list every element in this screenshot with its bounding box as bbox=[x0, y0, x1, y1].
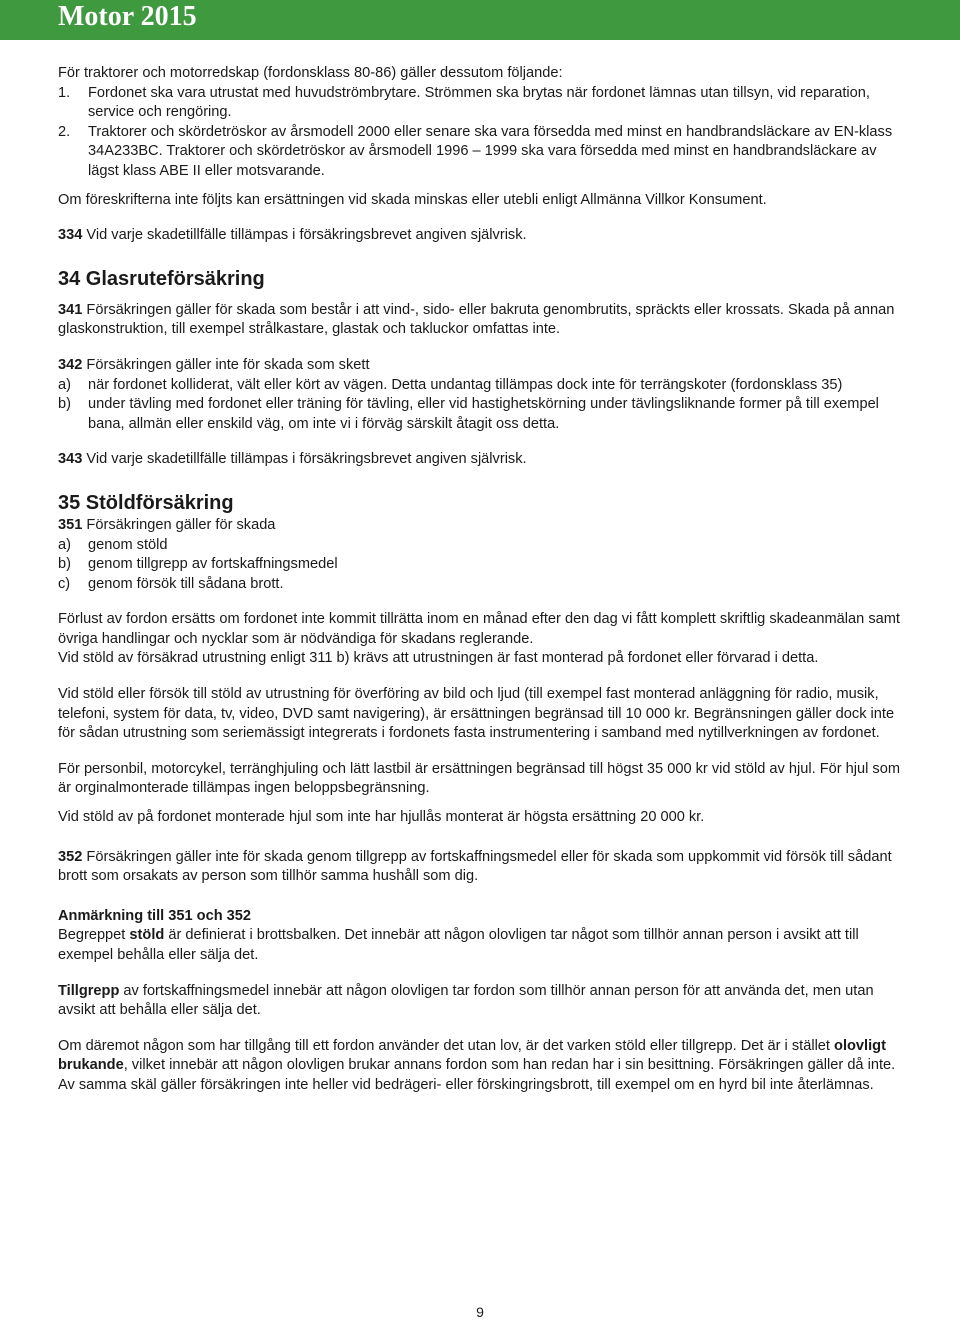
note-text: av fortskaffningsmedel innebär att någon olovligen tar fordon som tillhör annan person för att använda det, men utan avsikt att behålla eller sälja det. bbox=[58, 982, 874, 1019]
clause-342 bbox=[58, 356, 900, 376]
list-text: genom tillgrepp av fortskaffningsmedel bbox=[88, 556, 338, 573]
list-marker: 1. bbox=[58, 84, 71, 101]
clause-text: Försäkringen gäller inte för skada genom tillgrepp av fortskaffningsmedel eller för skada som uppkommit vid försök till sådant brott som orsakats av person som tillhör samma hushåll som dig. bbox=[58, 848, 892, 885]
clause-number: 343 bbox=[58, 451, 83, 468]
intro-paragraph: Om föreskrifterna inte följts kan ersättningen vid skada minskas eller utebli enligt Allmänna Villkor Konsument. bbox=[58, 191, 767, 208]
clause-number: 334 bbox=[58, 227, 83, 244]
note-heading: Anmärkning till 351 och 352 bbox=[58, 907, 252, 924]
note-paragraph-olovligt bbox=[58, 1037, 900, 1096]
clause-text: Försäkringen gäller inte för skada som skett bbox=[86, 356, 370, 373]
page-content bbox=[58, 64, 900, 1096]
list-marker: b) bbox=[58, 396, 71, 413]
section-heading-34: 34 Glasruteförsäkring bbox=[58, 267, 265, 290]
paragraph-wheels: För personbil, motorcykel, terränghjuling och lätt lastbil är ersättningen begränsad till högst 35 000 kr vid stöld av hjul. För hjul som är orginalmonterade tillämpas ingen beloppsbegränsning. bbox=[58, 760, 900, 797]
note-text: , vilket innebär att någon olovligen brukar annans fordon som han redan har i sin besittning. Försäkringen gäller då inte. Av samma skäl gäller försäkringen inte heller vid bedrägeri- eller förskingringsbrott, till exempel om en hyrd bil inte återlämnas. bbox=[58, 1057, 896, 1093]
list-marker: a) bbox=[58, 536, 71, 553]
section-heading-35: 35 Stöldförsäkring bbox=[58, 491, 234, 514]
term-tillgrepp: Tillgrepp bbox=[58, 982, 120, 999]
clause-351-a bbox=[58, 536, 900, 556]
paragraph-audio-video: Vid stöld eller försök till stöld av utrustning för överföring av bild och ljud (till exempel fast monterad anläggning för radio, musik, telefoni, system för data, tv, video, DVD samt navigering), är ersättningen begränsad till 10 000 kr. Begränsningen gäller dock inte för sådan utrustning som seriemässigt integrerats i fordonets fasta instrumentering i samband med nytillverkningen av fordonet. bbox=[58, 686, 895, 742]
clause-341 bbox=[58, 301, 900, 340]
clause-343 bbox=[58, 450, 900, 470]
clause-342-a bbox=[58, 376, 900, 396]
document-title: Motor 2015 bbox=[58, 1, 197, 32]
intro-item-2 bbox=[58, 123, 900, 182]
clause-334 bbox=[58, 226, 900, 246]
list-text: under tävling med fordonet eller träning för tävling, eller vid hastighetskörning under tävlingsliknande former på till exempel bana, allmän eller enskild väg, om inte vi i förväg särskilt åtagit oss detta. bbox=[88, 396, 879, 432]
clause-351 bbox=[58, 516, 900, 536]
clause-351-b bbox=[58, 555, 900, 575]
note-paragraph-theft bbox=[58, 926, 900, 965]
clause-number: 341 bbox=[58, 301, 83, 318]
paragraph-equipment: Vid stöld av försäkrad utrustning enligt 311 b) krävs att utrustningen är fast monterad på fordonet eller förvarad i detta. bbox=[58, 650, 819, 667]
list-text: när fordonet kolliderat, vält eller kört av vägen. Detta undantag tillämpas dock inte för terrängskoter (fordonsklass 35) bbox=[88, 376, 843, 393]
note-text: är definierat i brottsbalken. Det innebär att någon olovligen tar något som tillhör annan person i avsikt att till exempel behålla eller sälja det. bbox=[58, 927, 859, 963]
list-marker: a) bbox=[58, 376, 71, 393]
clause-342-b bbox=[58, 395, 900, 434]
term-olovligt-brukande: olovligt brukande bbox=[58, 1037, 886, 1074]
intro-lead: För traktorer och motorredskap (fordonsklass 80-86) gäller dessutom följande: bbox=[58, 65, 563, 81]
list-text: genom försök till sådana brott. bbox=[88, 575, 284, 592]
clause-text: Vid varje skadetillfälle tillämpas i försäkringsbrevet angiven självrisk. bbox=[86, 451, 527, 468]
clause-text: Vid varje skadetillfälle tillämpas i försäkringsbrevet angiven självrisk. bbox=[86, 227, 527, 244]
header-bar bbox=[0, 0, 960, 40]
page-number: 9 bbox=[476, 1304, 484, 1320]
list-text: genom stöld bbox=[88, 536, 168, 553]
clause-text: Försäkringen gäller för skada bbox=[86, 516, 276, 533]
paragraph-wheel-locks: Vid stöld av på fordonet monterade hjul som inte har hjullås monterat är högsta ersättning 20 000 kr. bbox=[58, 809, 705, 826]
clause-352 bbox=[58, 848, 900, 887]
intro-item-1 bbox=[58, 84, 900, 123]
clause-351-c bbox=[58, 575, 900, 595]
paragraph-loss: Förlust av fordon ersätts om fordonet inte kommit tillrätta inom en månad efter den dag vi fått komplett skriftlig skadeanmälan samt övriga handlingar och nycklar som är nödvändiga för skadans reglerande. bbox=[58, 611, 900, 647]
list-text: Traktorer och skördetröskor av årsmodell 2000 eller senare ska vara försedda med minst en handbrandsläckare av EN-klass 34A233BC. Traktorer och skördetröskor av årsmodell 1996 – 1999 ska vara försedda med minst en handbrandsläckare av lägst klass ABE II eller motsvarande. bbox=[88, 123, 893, 179]
clause-number: 352 bbox=[58, 848, 83, 865]
clause-number: 351 bbox=[58, 516, 83, 533]
list-marker: b) bbox=[58, 556, 71, 573]
list-marker: c) bbox=[58, 575, 71, 592]
clause-text: Försäkringen gäller för skada som består i att vind-, sido- eller bakruta genombrutits, spräckts eller krossats. Skada på annan glaskonstruktion, till exempel strålkastare, glastak och takluckor omfattas inte. bbox=[58, 301, 895, 338]
note-paragraph-tillgrepp bbox=[58, 982, 900, 1021]
list-text: Fordonet ska vara utrustat med huvudströmbrytare. Strömmen ska brytas när fordonet lämnas utan tillsyn, vid reparation, service och rengöring. bbox=[88, 84, 870, 121]
note-text: Om däremot någon som har tillgång till ett fordon använder det utan lov, är det varken stöld eller tillgrepp. Det är i stället bbox=[58, 1037, 830, 1054]
term-stold: stöld bbox=[129, 927, 165, 944]
note-text: Begreppet bbox=[58, 927, 126, 944]
list-marker: 2. bbox=[58, 123, 71, 140]
clause-number: 342 bbox=[58, 356, 83, 373]
